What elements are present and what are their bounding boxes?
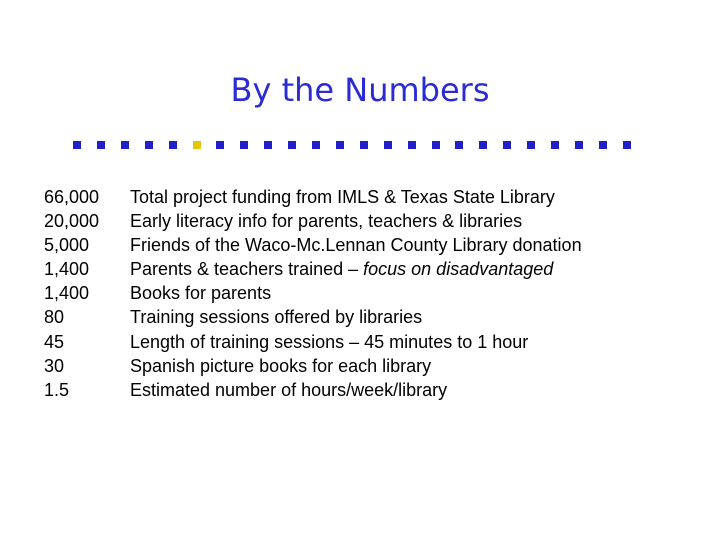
divider-dot [623, 141, 631, 149]
stat-description: Training sessions offered by libraries [130, 307, 423, 328]
divider-dot [599, 141, 607, 149]
stat-row [44, 185, 684, 209]
divider-dot [479, 141, 487, 149]
stats-list [44, 185, 684, 402]
divider-dot [432, 141, 440, 149]
stat-row [44, 378, 684, 402]
stat-row [44, 354, 684, 378]
divider-dot [193, 141, 201, 149]
divider-dot [575, 141, 583, 149]
stat-row [44, 281, 684, 305]
stat-description [130, 257, 684, 281]
divider-dot [527, 141, 535, 149]
divider-dot [336, 141, 344, 149]
stat-description: Friends of the Waco-Mc.Lennan County Library donation [130, 235, 582, 256]
stat-value: 1,400 [44, 283, 90, 304]
divider-dot [551, 141, 559, 149]
stat-value: 1.5 [44, 379, 70, 400]
divider-dot [288, 141, 296, 149]
stat-description: Estimated number of hours/week/library [130, 379, 448, 400]
stat-description: Total project funding from IMLS & Texas State Library [130, 187, 555, 207]
divider-dot [384, 141, 392, 149]
divider-dot [97, 141, 105, 149]
stat-value: 30 [44, 355, 65, 376]
divider-dot [312, 141, 320, 149]
divider-dot [455, 141, 463, 149]
divider-dot [264, 141, 272, 149]
dotted-divider [73, 141, 633, 149]
divider-dot [503, 141, 511, 149]
divider-dot [145, 141, 153, 149]
stat-value: 20,000 [44, 211, 100, 232]
stat-value: 66,000 [44, 187, 100, 207]
stat-row [44, 233, 684, 257]
stat-row [44, 305, 684, 329]
divider-dot [169, 141, 177, 149]
stat-description: Spanish picture books for each library [130, 355, 432, 376]
stat-value: 80 [44, 307, 65, 328]
divider-dot [216, 141, 224, 149]
stat-description: Length of training sessions – 45 minutes to 1 hour [130, 331, 529, 352]
stat-row [44, 257, 684, 281]
divider-dot [73, 141, 81, 149]
divider-dot [360, 141, 368, 149]
slide-title: By the Numbers [230, 71, 490, 109]
stat-description-text: Parents & teachers trained – [130, 259, 364, 280]
stat-description: Early literacy info for parents, teachers & libraries [130, 211, 523, 232]
stat-row [44, 209, 684, 233]
stat-description-emphasis: focus on disadvantaged [363, 259, 554, 280]
divider-dot [240, 141, 248, 149]
stat-value: 1,400 [44, 259, 90, 280]
divider-dot [408, 141, 416, 149]
stat-row [44, 330, 684, 354]
stat-value: 45 [44, 331, 65, 352]
divider-dot [121, 141, 129, 149]
stat-value: 5,000 [44, 235, 90, 256]
stat-description: Books for parents [130, 283, 272, 304]
